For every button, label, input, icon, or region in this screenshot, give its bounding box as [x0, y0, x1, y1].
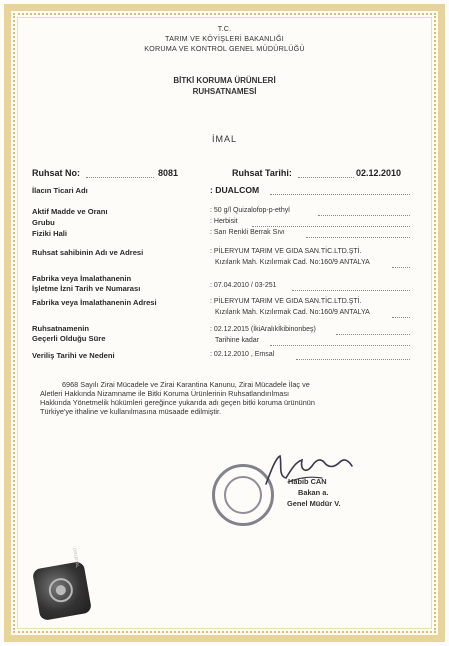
dotted-leader: [252, 226, 410, 227]
issue-label: Veriliş Tarihi ve Nedeni: [32, 351, 115, 360]
header-directorate: KORUMA VE KONTROL GENEL MÜDÜRLÜĞÜ: [144, 44, 305, 53]
legal-text-line1: 6968 Sayılı Zirai Mücadele ve Zirai Karantina Kanunu, Zirai Mücadele İlaç ve: [62, 380, 310, 389]
validity-suffix: Tarihine kadar: [215, 337, 259, 344]
physical-form-label: Fiziki Hali: [32, 229, 68, 238]
header-ministry: TARIM VE KÖYİŞLERİ BAKANLIĞI: [165, 34, 284, 43]
dotted-leader: [270, 194, 410, 195]
dotted-leader: [318, 215, 410, 216]
validity-value: : 02.12.2015 (İkiAralıkİkibinonbeş): [210, 326, 316, 333]
legal-text-line2: Aletleri Hakkında Nizamname ile Bitki Koruma Ürünlerinin Ruhsatlandırılması: [40, 389, 290, 398]
holder-name-value: : PİLERYUM TARIM VE GIDA SAN.TİC.LTD.ŞTİ.: [210, 248, 362, 255]
holder-label: Ruhsat sahibinin Adı ve Adresi: [32, 248, 144, 257]
permit-value: : 07.04.2010 / 03-251: [210, 282, 277, 289]
group-value: : Herbisit: [210, 218, 238, 225]
license-date-value: 02.12.2010: [356, 168, 402, 178]
permit-label-line2: İşletme İzni Tarih ve Numarası: [32, 284, 141, 293]
dotted-leader: [298, 177, 354, 178]
dotted-leader: [292, 290, 410, 291]
signatory-title2: Genel Müdür V.: [287, 499, 341, 508]
dotted-leader: [270, 345, 410, 346]
physical-form-value: : Sarı Renkli Berrak Sıvı: [210, 229, 285, 236]
group-label: Grubu: [32, 218, 55, 227]
factory-name-value: : PİLERYUM TARIM VE GIDA SAN.TİC.LTD.ŞTİ.: [210, 298, 362, 305]
permit-label-line1: Fabrika veya İmalathanenin: [32, 274, 132, 283]
validity-label-line2: Geçerli Olduğu Süre: [32, 334, 106, 343]
title-line2: RUHSATNAMESİ: [192, 87, 257, 96]
trade-name-label: İlacın Ticari Adı: [32, 186, 88, 195]
license-no-value: 8081: [158, 168, 179, 178]
factory-address-value: Kızılarık Mah. Kızılırmak Cad. No:160/9 ANTALYA: [215, 309, 370, 316]
decorative-border-line: [17, 17, 432, 629]
header-tc: T.C.: [217, 24, 232, 33]
dotted-leader: [336, 334, 410, 335]
official-seal-inner: [224, 476, 262, 514]
active-substance-value: : 50 g/l Quizalofop-p-ethyl: [210, 207, 290, 214]
legal-text-line4: Türkiye'ye ithaline ve kullanılmasına müsaade edilmiştir.: [40, 407, 222, 416]
title-line1: BİTKİ KORUMA ÜRÜNLERİ: [173, 76, 276, 85]
dotted-leader: [296, 359, 410, 360]
dotted-leader: [306, 237, 410, 238]
signatory-title1: Bakan a.: [298, 488, 329, 497]
dotted-leader: [86, 177, 154, 178]
active-substance-label: Aktif Madde ve Oranı: [32, 207, 108, 216]
signatory-name: Habib CAN: [288, 477, 327, 486]
validity-label-line1: Ruhsatnamenin: [32, 324, 89, 333]
hologram-sticker: [32, 547, 92, 621]
trade-name-value: : DUALCOM: [210, 185, 260, 195]
hologram-label: ORIJINAL: [71, 547, 81, 569]
license-date-label: Ruhsat Tarihi:: [232, 168, 292, 178]
dotted-leader: [392, 267, 410, 268]
legal-text-line3: Hakkında Yönetmelik hükümleri gereğince yukarıda adı geçen bitki koruma ürününün: [40, 398, 315, 407]
factory-address-label: Fabrika veya İmalathanenin Adresi: [32, 298, 157, 307]
license-no-label: Ruhsat No:: [32, 168, 80, 178]
dotted-leader: [392, 317, 410, 318]
issue-value: : 02.12.2010 , Emsal: [210, 351, 275, 358]
license-type: İMAL: [211, 134, 237, 144]
holder-address-value: Kızılarık Mah. Kızılırmak Cad. No:160/9 ANTALYA: [215, 259, 370, 266]
